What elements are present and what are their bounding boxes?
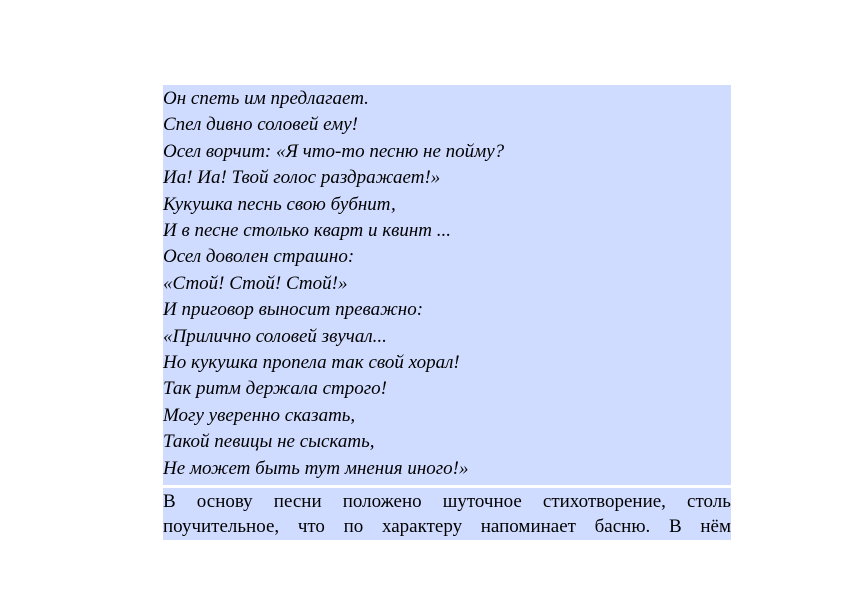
poem-line: Осел ворчит: «Я что-то песню не пойму?	[163, 141, 505, 162]
poem-line: Не может быть тут мнения иного!»	[163, 458, 469, 479]
prose-word: что	[297, 516, 325, 537]
prose-word: В	[163, 491, 176, 512]
prose-word: В	[668, 516, 682, 537]
prose-line	[163, 490, 731, 514]
prose-word: песни	[273, 491, 322, 512]
poem-line: Он спеть им предлагает.	[163, 88, 369, 109]
prose-word: стихотворение,	[542, 491, 666, 512]
poem-text-block	[163, 85, 731, 485]
poem-line: «Стой! Стой! Стой!»	[163, 273, 348, 294]
poem-line: Кукушка песнь свою бубнит,	[163, 194, 396, 215]
prose-word: положено	[342, 491, 422, 512]
prose-word: по	[343, 516, 364, 537]
poem-line: Могу уверенно сказать,	[163, 405, 356, 426]
prose-line	[163, 515, 731, 539]
poem-line: Спел дивно соловей ему!	[163, 114, 358, 135]
poem-line: И приговор выносит преважно:	[163, 299, 424, 320]
poem-line: «Прилично соловей звучал...	[163, 326, 387, 347]
prose-word: характеру	[381, 516, 463, 537]
prose-word: основу	[196, 491, 253, 512]
poem-line: Так ритм держала строго!	[163, 378, 388, 399]
poem-line: Такой певицы не сыскать,	[163, 431, 375, 452]
prose-word: шуточное	[442, 491, 522, 512]
poem-line: Осел доволен страшно:	[163, 246, 355, 267]
prose-word: поучительное,	[163, 516, 280, 537]
poem-line: Но кукушка пропела так свой хорал!	[163, 352, 460, 373]
prose-word: столь	[687, 491, 731, 512]
prose-paragraph	[163, 488, 731, 540]
prose-word: напоминает	[480, 516, 576, 537]
poem-line: Иа! Иа! Твой голос раздражает!»	[163, 167, 441, 188]
prose-word: нём	[700, 516, 731, 537]
poem-line: И в песне столько кварт и квинт ...	[163, 220, 451, 241]
prose-word: басню.	[594, 516, 651, 537]
